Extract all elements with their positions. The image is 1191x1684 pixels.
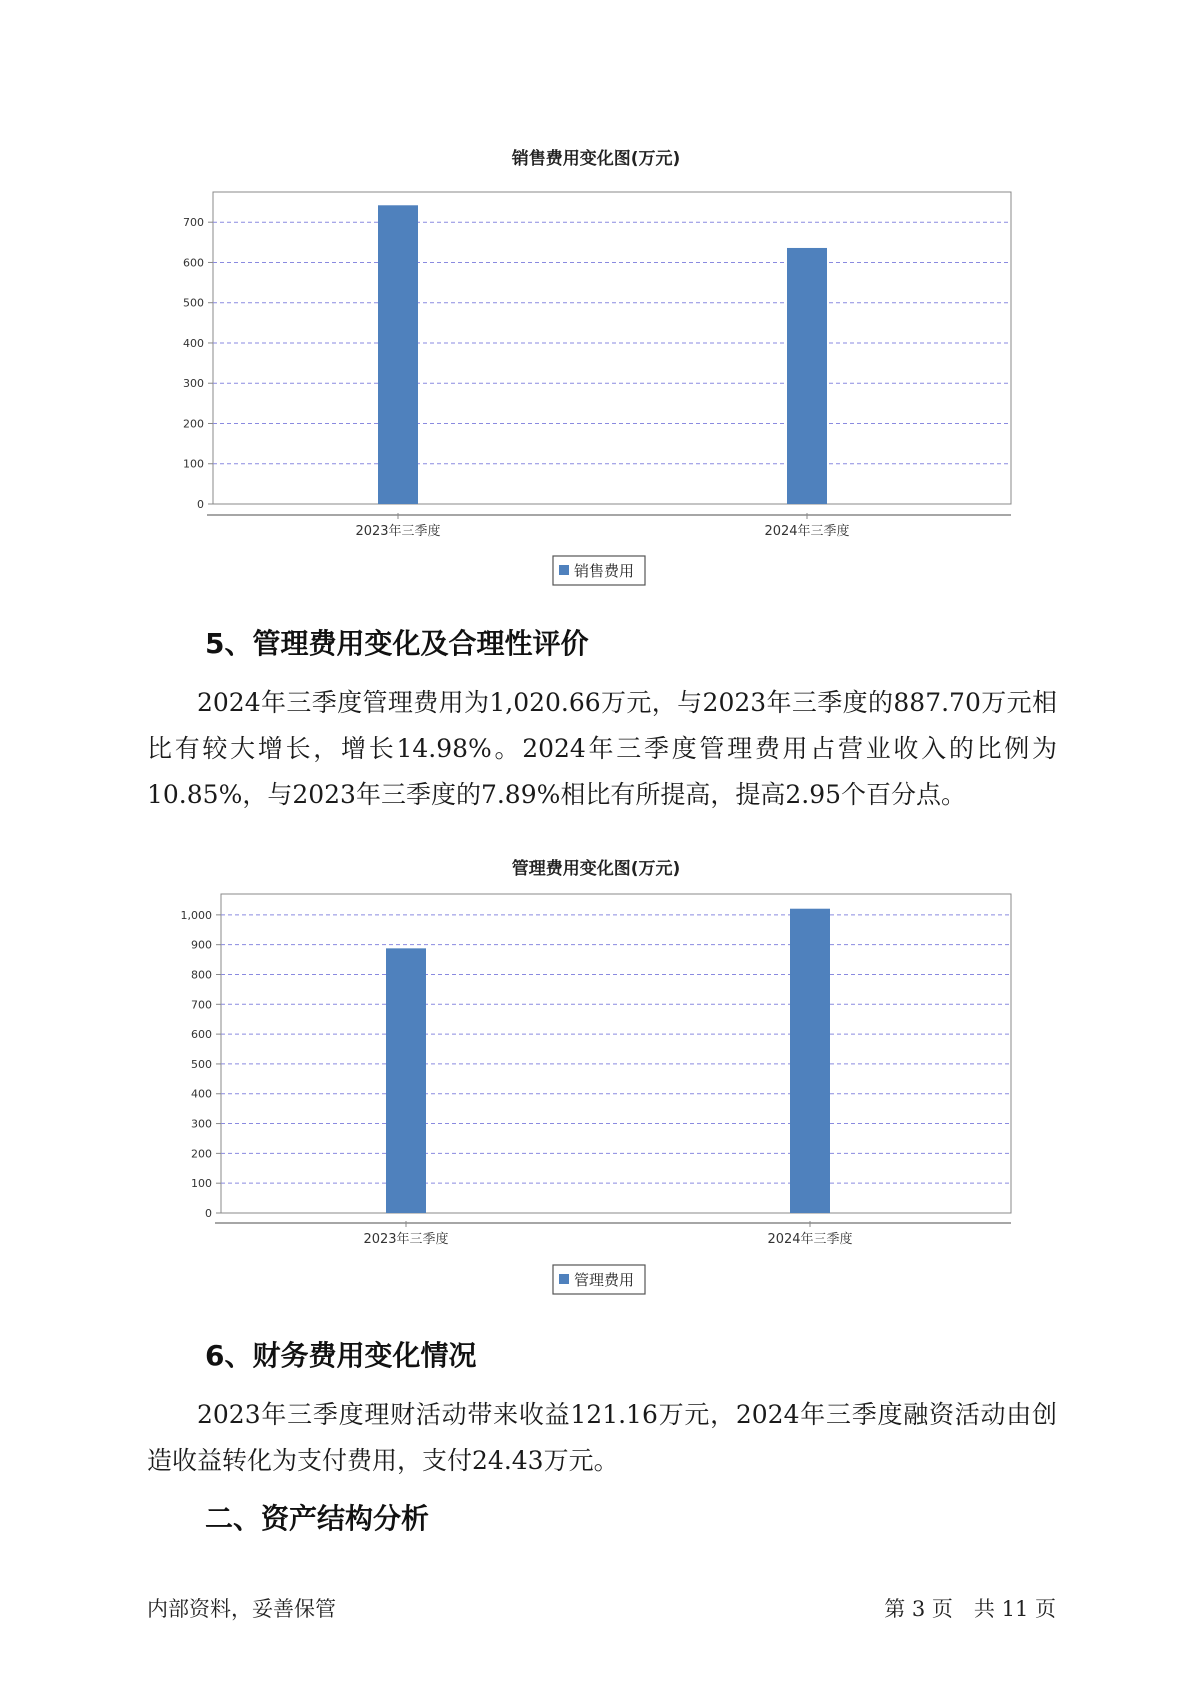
- footer-page-number: 第 3 页 共 11 页: [884, 1597, 1056, 1621]
- legend-label: 管理费用: [574, 1271, 635, 1289]
- y-tick-label: 900: [191, 938, 212, 952]
- y-tick-label: 300: [191, 1117, 212, 1131]
- y-tick-label: 1,000: [180, 908, 212, 922]
- chart-title: 销售费用变化图(万元): [511, 149, 681, 169]
- y-tick-label: 600: [191, 1028, 212, 1042]
- y-tick-label: 700: [183, 216, 204, 230]
- bar: [386, 948, 426, 1213]
- y-tick-label: 300: [183, 377, 204, 391]
- sales-expense-chart-svg: [0, 140, 1191, 600]
- finance-expense-paragraph: 2023年三季度理财活动带来收益121.16万元，2024年三季度融资活动由创造收益转化为支付费用，支付24.43万元。: [147, 1400, 1057, 1475]
- y-tick-label: 600: [183, 256, 204, 270]
- plot-area: [213, 192, 1011, 504]
- legend-label: 销售费用: [574, 562, 635, 580]
- y-tick-label: 400: [191, 1087, 212, 1101]
- y-tick-label: 0: [197, 498, 204, 511]
- y-tick-label: 500: [191, 1057, 212, 1071]
- section-heading-admin-expense: 5、管理费用变化及合理性评价: [205, 627, 589, 660]
- y-tick-label: 500: [183, 296, 204, 310]
- bar: [790, 909, 830, 1213]
- y-tick-label: 800: [191, 968, 212, 982]
- x-category-label: 2024年三季度: [767, 1232, 853, 1247]
- y-tick-label: 200: [191, 1147, 212, 1161]
- section-heading-finance-expense: 6、财务费用变化情况: [205, 1339, 477, 1372]
- plot-area: [221, 894, 1011, 1213]
- bar: [787, 248, 827, 504]
- legend-swatch: [559, 565, 569, 575]
- admin-expense-chart-svg: [0, 850, 1191, 1310]
- sales-expense-chart: [0, 140, 1191, 600]
- admin-expense-chart: [0, 850, 1191, 1310]
- y-tick-label: 100: [191, 1177, 212, 1191]
- footer-confidential-note: 内部资料，妥善保管: [147, 1597, 336, 1621]
- y-tick-label: 100: [183, 457, 204, 471]
- bar: [378, 205, 418, 504]
- x-category-label: 2023年三季度: [355, 524, 441, 539]
- section-heading-asset-structure: 二、资产结构分析: [205, 1502, 430, 1535]
- y-tick-label: 200: [183, 417, 204, 431]
- admin-expense-paragraph: 2024年三季度管理费用为1,020.66万元，与2023年三季度的887.70万元相比有较大增长，增长14.98%。2024年三季度管理费用占营业收入的比例为10.85%，与2023年三季度的7.89%相比有所提高，提高2.95个百分点。: [147, 688, 1057, 809]
- chart-title: 管理费用变化图(万元): [511, 859, 681, 879]
- x-category-label: 2023年三季度: [363, 1232, 449, 1247]
- y-tick-label: 400: [183, 336, 204, 350]
- y-tick-label: 700: [191, 998, 212, 1012]
- x-category-label: 2024年三季度: [764, 524, 850, 539]
- legend-swatch: [559, 1274, 569, 1284]
- y-tick-label: 0: [205, 1207, 212, 1220]
